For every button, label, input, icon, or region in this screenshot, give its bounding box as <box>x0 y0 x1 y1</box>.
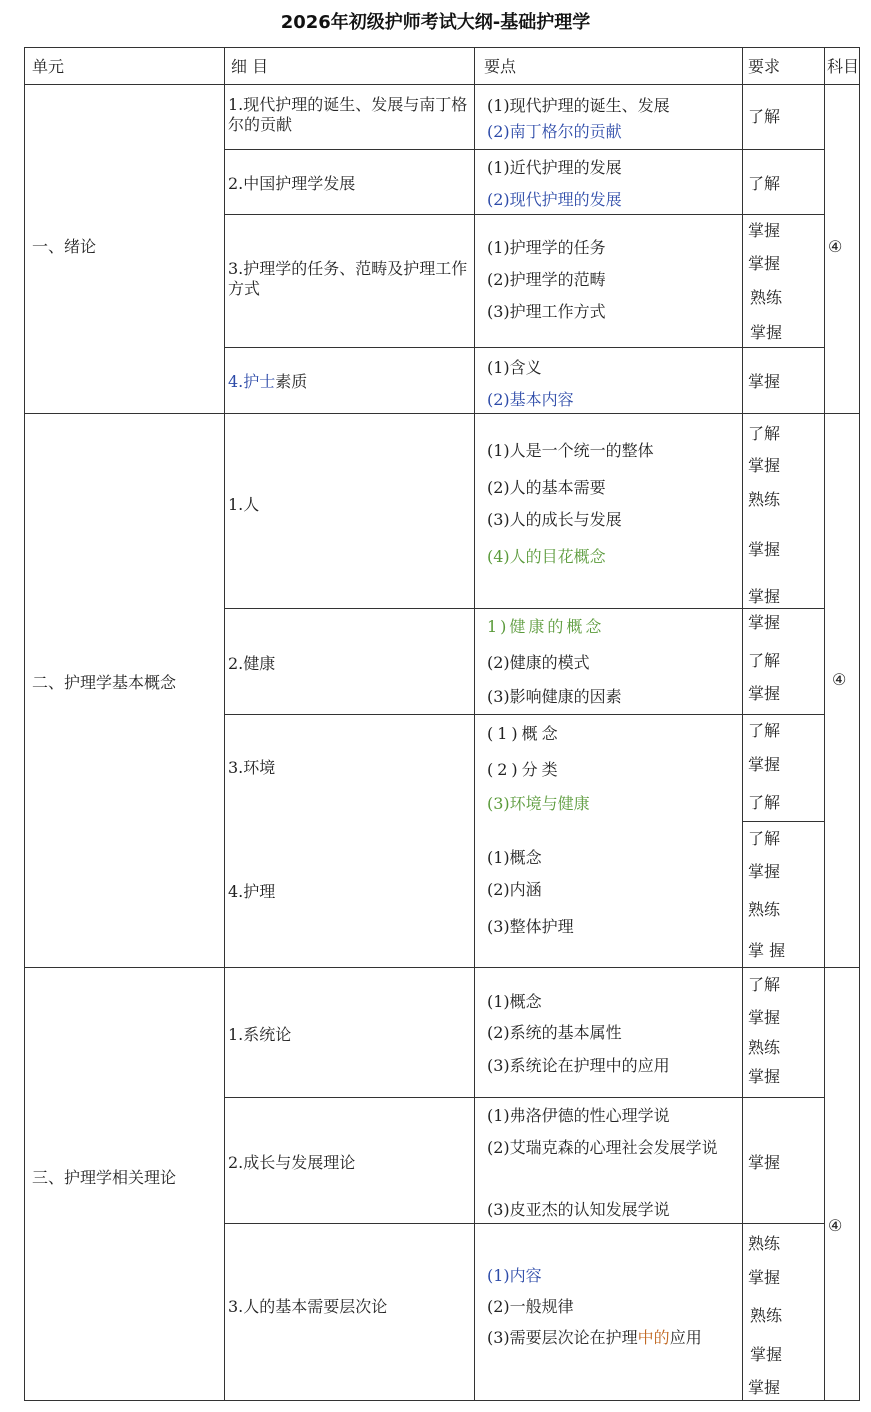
point-item: (2)内涵 <box>487 880 542 899</box>
requirement-level: 掌握 <box>748 1153 781 1172</box>
point-item: (3)影响健康的因素 <box>487 687 622 706</box>
detail-item: 4.护理 <box>228 882 276 901</box>
requirement-level: 了解 <box>748 975 781 994</box>
point-item <box>487 122 622 142</box>
requirement-level: 掌 握 <box>748 941 786 960</box>
point-item <box>487 190 622 210</box>
point-item: (2)艾瑞克森的心理社会发展学说 <box>487 1138 718 1157</box>
point-item: (3)环境与健康 <box>487 794 590 813</box>
point-text: 基本内容 <box>509 390 574 409</box>
requirement-level: 掌握 <box>748 456 781 475</box>
requirement-level: 熟练 <box>748 490 781 509</box>
header-detail: 细 目 <box>231 57 269 76</box>
point-item: (1)人是一个统一的整体 <box>487 441 654 460</box>
unit-name: 三、护理学相关理论 <box>32 1168 177 1187</box>
subject-mark: ④ <box>828 1216 843 1235</box>
requirement-level: 掌握 <box>748 254 781 273</box>
point-item: (4)人的目花概念 <box>487 547 606 566</box>
point-item <box>487 390 574 410</box>
point-item: (2)人的基本需要 <box>487 478 606 497</box>
point-item: (1)含义 <box>487 358 542 377</box>
point-item: (1)弗洛伊德的性心理学说 <box>487 1106 670 1125</box>
requirement-level: 掌握 <box>748 613 781 632</box>
requirement-level: 掌握 <box>748 1067 781 1086</box>
point-item: (3)人的成长与发展 <box>487 510 622 529</box>
requirement-level: 掌握 <box>748 587 781 606</box>
detail-item: 2.健康 <box>228 654 276 673</box>
point-item <box>487 1266 542 1286</box>
requirement-level: 熟练 <box>748 1234 781 1253</box>
requirement-level: 掌握 <box>750 1345 783 1364</box>
point-item: (1)概念 <box>487 848 542 867</box>
detail-highlight: 护士 <box>243 372 276 391</box>
detail-suffix: 素质 <box>275 372 308 391</box>
point-item: (2)一般规律 <box>487 1297 574 1316</box>
header-points: 要点 <box>484 57 517 76</box>
header-subject: 科目 <box>827 57 860 76</box>
requirement-level: 了解 <box>748 721 781 740</box>
point-item: (3)整体护理 <box>487 917 574 936</box>
point-item: 1)健康的概念 <box>487 617 605 636</box>
point-prefix: (2) <box>487 122 510 141</box>
point-prefix: (3)需要层次论在护理 <box>487 1328 638 1347</box>
point-item: (1)概念 <box>487 992 542 1011</box>
point-prefix: (2) <box>487 390 510 409</box>
requirement-level: 熟练 <box>748 1038 781 1057</box>
requirement-level: 了解 <box>748 107 781 126</box>
subject-mark: ④ <box>832 670 847 689</box>
point-item: (2)护理学的范畴 <box>487 270 606 289</box>
requirement-level: 掌握 <box>748 862 781 881</box>
requirement-level: 熟练 <box>748 900 781 919</box>
point-item: (2)系统的基本属性 <box>487 1023 622 1042</box>
detail-prefix: 4. <box>228 372 244 391</box>
requirement-level: 掌握 <box>748 684 781 703</box>
detail-item: 1.现代护理的诞生、发展与南丁格尔的贡献 <box>228 95 468 134</box>
point-highlight: 中的 <box>637 1328 670 1347</box>
point-item: (2)分类 <box>487 760 562 779</box>
page-title: 2026年初级护师考试大纲-基础护理学 <box>280 12 591 33</box>
detail-item: 1.系统论 <box>228 1025 292 1044</box>
requirement-level: 熟练 <box>750 1306 783 1325</box>
requirement-level: 掌握 <box>750 323 783 342</box>
requirement-level: 熟练 <box>750 288 783 307</box>
unit-name: 二、护理学基本概念 <box>32 673 177 692</box>
point-text: 内容 <box>509 1266 542 1285</box>
detail-item: 3.人的基本需要层次论 <box>228 1297 388 1316</box>
detail-item: 1.人 <box>228 495 260 514</box>
point-item: (1)近代护理的发展 <box>487 158 622 177</box>
header-unit: 单元 <box>32 57 65 76</box>
point-prefix: (2) <box>487 190 510 209</box>
requirement-level: 掌握 <box>748 221 781 240</box>
point-text: 现代护理的发展 <box>509 190 622 209</box>
requirement-level: 掌握 <box>748 1268 781 1287</box>
requirement-level: 掌握 <box>748 540 781 559</box>
requirement-level: 了解 <box>748 829 781 848</box>
detail-item: 2.成长与发展理论 <box>228 1153 356 1172</box>
unit-name: 一、绪论 <box>32 237 97 256</box>
requirement-level: 掌握 <box>748 755 781 774</box>
subject-mark: ④ <box>828 237 843 256</box>
requirement-level: 了解 <box>748 424 781 443</box>
requirement-level: 掌握 <box>748 372 781 391</box>
requirement-level: 掌握 <box>748 1008 781 1027</box>
requirement-level: 了解 <box>748 651 781 670</box>
requirement-level: 了解 <box>748 174 781 193</box>
requirement-level: 掌握 <box>748 1378 781 1397</box>
point-item: (3)系统论在护理中的应用 <box>487 1056 670 1075</box>
point-prefix: (1) <box>487 1266 510 1285</box>
detail-item: 2.中国护理学发展 <box>228 174 356 193</box>
point-item: (3)护理工作方式 <box>487 302 606 321</box>
point-item: (1)现代护理的诞生、发展 <box>487 96 670 115</box>
detail-item: 3.环境 <box>228 758 276 777</box>
detail-item <box>228 372 307 392</box>
point-text: 南丁格尔的贡献 <box>509 122 622 141</box>
point-item <box>487 1328 702 1348</box>
header-requirement: 要求 <box>748 57 781 76</box>
point-item: (1)护理学的任务 <box>487 238 606 257</box>
point-item: (1)概念 <box>487 724 562 743</box>
point-item: (3)皮亚杰的认知发展学说 <box>487 1200 670 1219</box>
detail-item: 3.护理学的任务、范畴及护理工作方式 <box>228 259 468 298</box>
requirement-level: 了解 <box>748 793 781 812</box>
point-suffix: 应用 <box>669 1328 702 1347</box>
point-item: (2)健康的模式 <box>487 653 590 672</box>
